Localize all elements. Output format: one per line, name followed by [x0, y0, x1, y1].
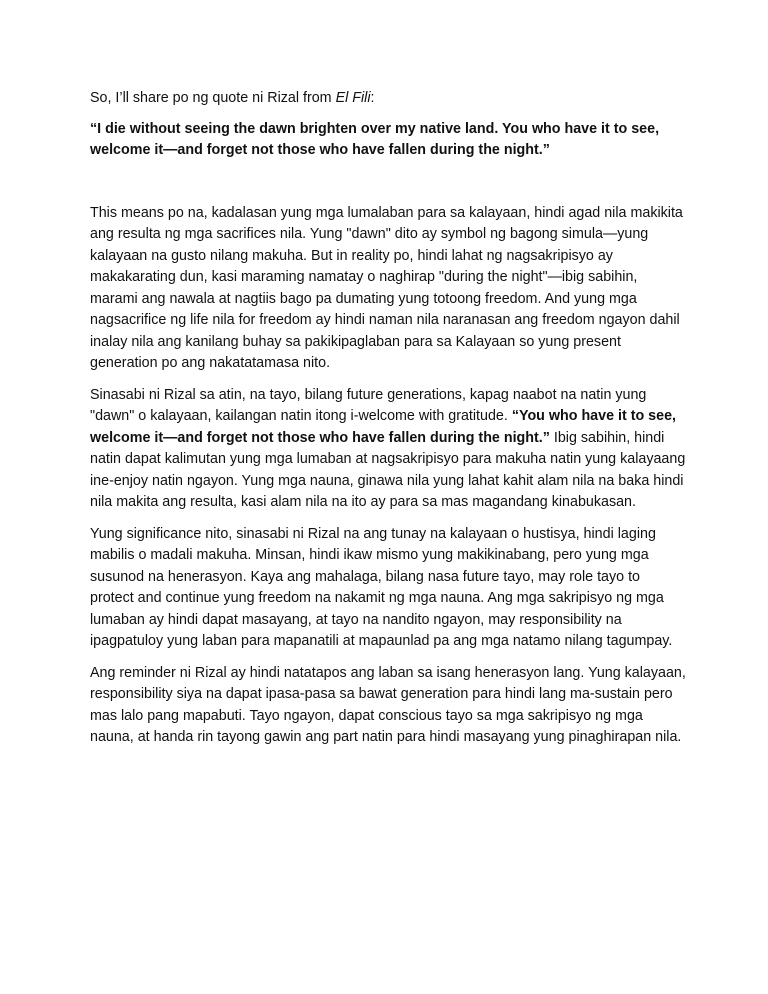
quote-emphasis: “You who have it to see, welcome it—and forget not those who have fallen during the night.”: [90, 408, 677, 446]
intro-line: [90, 88, 686, 110]
paragraph-message-rest: Ibig sabihin, hindi natin dapat kalimutan yung mga lumaban at nagsakripisyo para makuha natin yung kalayaang ine-enjoy natin ngayon. Yung mga nauna, ginawa nila yung lahat kahit alam nila na baka hindi nila makita ang resulta, kasi alam nila na ito ay para sa mas magandang kinabukasan.: [90, 429, 686, 510]
intro-text: So, I’ll share po ng quote ni Rizal from: [90, 90, 336, 106]
intro-colon: :: [370, 90, 375, 106]
rizal-quote: “I die without seeing the dawn brighten over my native land. You who have it to see, welcome it—and forget not those who have fallen during the night.”: [90, 120, 660, 158]
paragraph-reminder: Ang reminder ni Rizal ay hindi natatapos ang laban sa isang henerasyon lang. Yung kalayaan, responsibility siya na dapat ipasa-pasa sa bawat generation para hindi lang ma-sustain pero mas lalo pang mapabuti. Tayo ngayon, dapat conscious tayo sa mga sakripisyo ng mga nauna, at handa rin tayong gawin ang part natin para hindi masayang yung pinaghirapan nila.: [90, 664, 686, 745]
paragraph-message: [90, 385, 686, 514]
paragraph-significance: Yung significance nito, sinasabi ni Rizal na ang tunay na kalayaan o hustisya, hindi laging mabilis o madali makuha. Minsan, hindi ikaw mismo yung makikinabang, pero yung mga susunod na henerasyon. Kaya ang mahalaga, bilang nasa future tayo, may role tayo to protect and continue yung freedom na nakamit ng mga nauna. Ang mga sakripisyo ng mga lumaban ay hindi dapat masayang, at tayo na nandito ngayon, may responsibility na ipagpatuloy yung laban para mapanatili at mapaunlad pa ang mga natamo nilang tagumpay.: [90, 525, 673, 649]
paragraph-meaning: This means po na, kadalasan yung mga lumalaban para sa kalayaan, hindi agad nila makikita ang resulta ng mga sacrifices nila. Yung "dawn" dito ay symbol ng bagong simula—yung kalayaan na gusto nilang makuha. But in reality po, hindi lahat ng nagsakripisyo ay makakarating dun, kasi maraming namatay o naghirap "during the night"—ibig sabihin, marami ang nawala at nagtiis bago pa dumating yung totoong freedom. And yung mga nagsacrifice ng life nila for freedom ay hindi naman nila naranasan ang freedom ngayon dahil inalay nila ang kanilang buhay sa pakikipaglaban para sa Kalayaan so yung present generation po ang nakatatamasa nito.: [90, 204, 683, 371]
source-title: El Fili: [335, 90, 371, 106]
paragraph-message-text: Sinasabi ni Rizal sa atin, na tayo, bilang future generations, kapag naabot na natin yung "dawn" o kalayaan, kailangan natin itong i-welcome with gratitude.: [90, 386, 647, 424]
document-body: [90, 88, 686, 759]
